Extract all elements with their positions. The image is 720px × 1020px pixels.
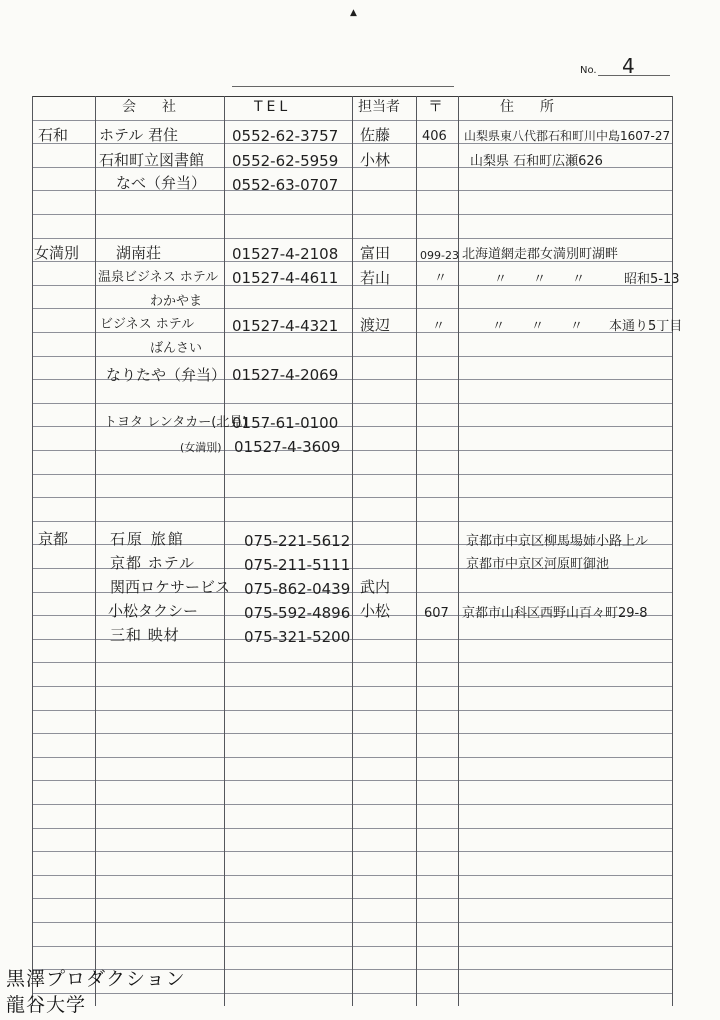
watermark-line1: 黒澤プロダクション	[6, 968, 186, 990]
zip-code: 406	[422, 129, 447, 144]
address: 〃 〃 〃 本通り5丁目	[492, 319, 683, 334]
page-number-label: No.	[580, 65, 597, 76]
top-mark: ▲	[350, 8, 357, 18]
tel-number: 075-862-0439	[244, 580, 351, 598]
person-name: 渡辺	[360, 316, 391, 334]
header-zip: 〒	[428, 97, 444, 115]
page-number: 4	[622, 54, 635, 78]
page-number-underline	[598, 75, 670, 76]
address: 〃 〃 〃 昭和5-13	[494, 272, 680, 287]
tel-number: 0157-61-0100	[232, 414, 339, 432]
company-name: 京都 ホテル	[110, 554, 196, 572]
company-name: 小松タクシー	[108, 602, 199, 620]
column-rule	[95, 96, 96, 1006]
company-name: (女満別)	[180, 441, 222, 454]
header-address: 住 所	[500, 99, 560, 115]
tel-number: 0552-63-0707	[232, 176, 339, 194]
tel-number: 01527-4-2108	[232, 245, 339, 263]
column-rule	[224, 96, 225, 1006]
header-person: 担当者	[358, 99, 400, 115]
tel-number: 01527-4-4321	[232, 317, 339, 335]
zip-code: 〃	[432, 319, 446, 334]
person-name: 武内	[360, 578, 391, 596]
tel-number: 0552-62-5959	[232, 152, 339, 170]
person-name: 小林	[360, 151, 391, 169]
address: 山梨県 石和町広瀬626	[470, 154, 603, 169]
header-tel: TEL	[254, 99, 292, 115]
tel-number: 01527-4-3609	[234, 438, 341, 456]
person-name: 若山	[360, 269, 391, 287]
company-name: なべ（弁当）	[116, 174, 207, 192]
person-name: 富田	[360, 244, 391, 262]
column-rule	[672, 96, 673, 1006]
company-name: 関西ロケサービス	[110, 578, 231, 596]
person-name: 佐藤	[360, 126, 391, 144]
address: 京都市中京区柳馬場姉小路上ル	[466, 534, 649, 549]
column-rule	[32, 96, 33, 1006]
title-blank-line	[232, 86, 454, 87]
column-rule	[352, 96, 353, 1006]
tel-number: 075-321-5200	[244, 628, 351, 646]
header-company: 会 社	[122, 99, 182, 115]
address: 京都市山科区西野山百々町29-8	[462, 606, 648, 621]
tel-number: 01527-4-2069	[232, 366, 339, 384]
tel-number: 0552-62-3757	[232, 127, 339, 145]
region-kyoto: 京都	[38, 530, 69, 548]
column-rule	[416, 96, 417, 1006]
company-name: 温泉ビジネス ホテル	[98, 270, 219, 285]
address: 山梨県東八代郡石和町川中島1607-27	[464, 129, 671, 143]
region-isawa: 石和	[38, 126, 69, 144]
column-rule	[458, 96, 459, 1006]
company-name: なりたや（弁当）	[106, 366, 227, 384]
tel-number: 075-592-4896	[244, 604, 351, 622]
zip-code: 607	[424, 606, 449, 621]
watermark-line2: 龍谷大学	[6, 994, 87, 1016]
company-name: ホテル 君住	[99, 126, 179, 144]
company-name: 三和 映材	[110, 626, 180, 644]
company-name: 石原 旅館	[110, 530, 185, 548]
person-name: 小松	[360, 602, 391, 620]
company-name: トヨタ レンタカー(北見)	[104, 415, 248, 430]
address: 北海道網走郡女満別町湖畔	[462, 247, 619, 262]
company-name-line2: ばんさい	[150, 341, 203, 356]
tel-number: 01527-4-4611	[232, 269, 339, 287]
company-name-line2: わかやま	[150, 294, 203, 309]
address: 京都市中京区河原町御池	[466, 557, 610, 572]
company-name: 石和町立図書館	[99, 151, 205, 169]
tel-number: 075-211-5111	[244, 556, 351, 574]
tel-number: 075-221-5612	[244, 532, 351, 550]
company-name: ビジネス ホテル	[100, 317, 195, 332]
zip-code: 099-23	[420, 249, 459, 262]
region-memanbetsu: 女満別	[34, 244, 80, 262]
zip-code: 〃	[434, 271, 448, 286]
company-name: 湖南荘	[116, 244, 162, 262]
